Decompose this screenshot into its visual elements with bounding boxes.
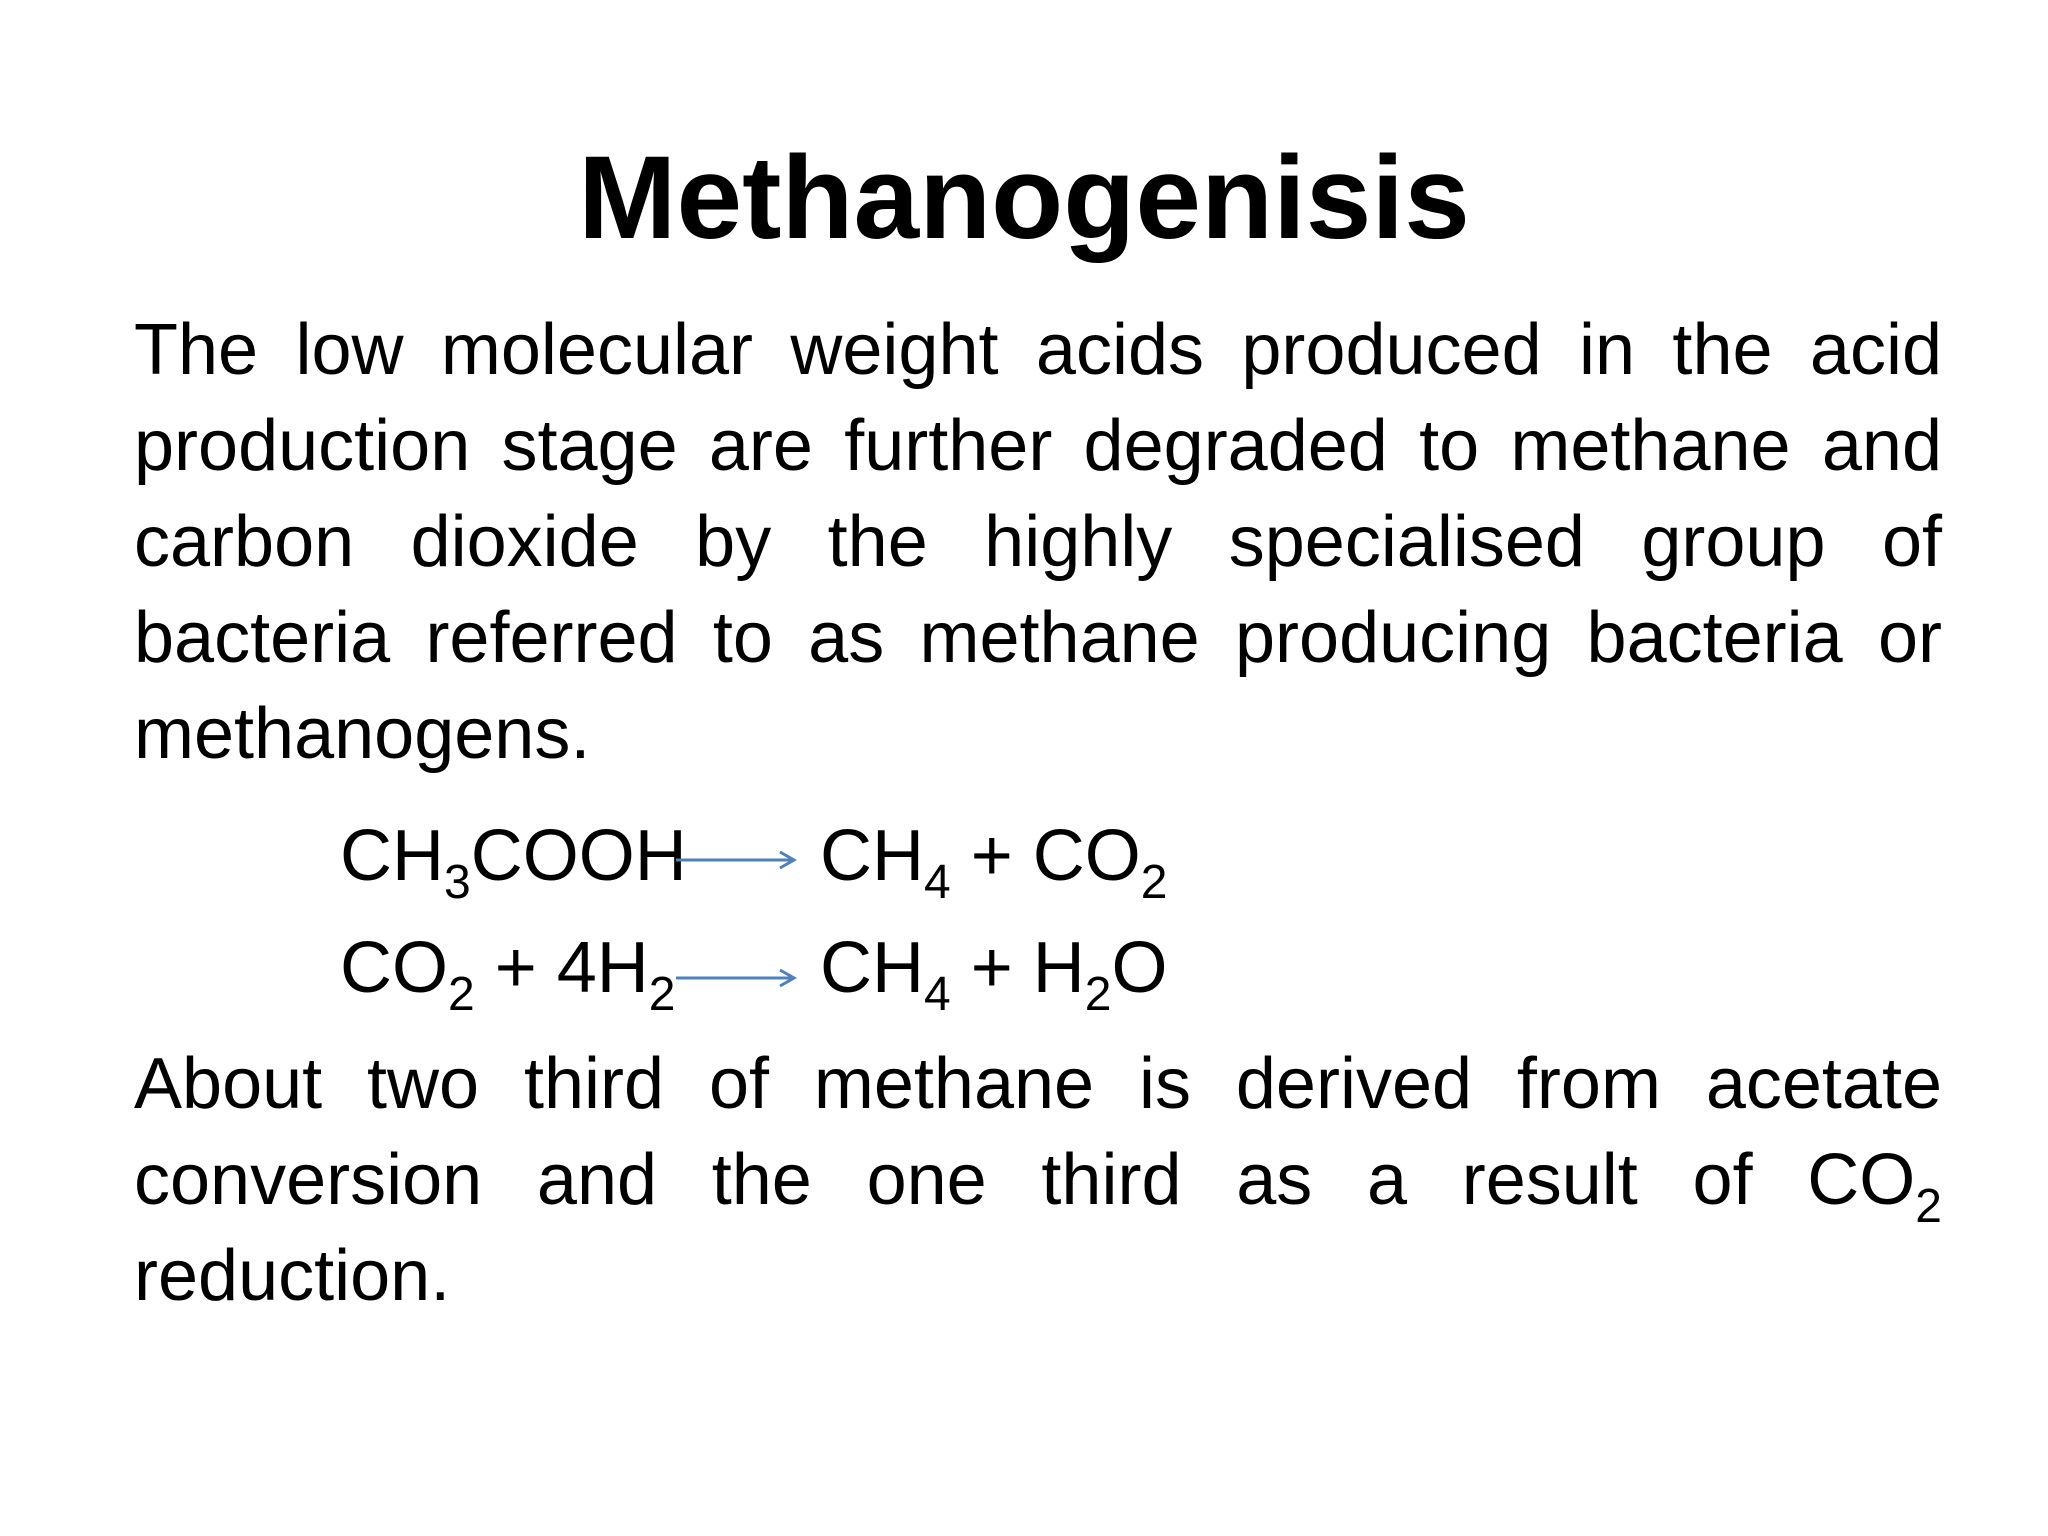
formula-text: CH <box>340 816 444 896</box>
equation-rhs <box>820 918 1168 1021</box>
formula-text: CO <box>340 928 448 1008</box>
paragraph-conclusion <box>134 1036 1942 1324</box>
formula-text: CH <box>820 928 924 1008</box>
formula-text: + 4H <box>474 928 649 1008</box>
reaction-arrow-icon <box>674 958 798 998</box>
paragraph-intro: The low molecular weight acids produced in the acid production stage are further degraded to methane and carbon dioxide by the highly specialised group of bacteria referred to as methane producing bacteria or methanogens. <box>134 310 1942 774</box>
equation-rhs <box>820 806 1168 909</box>
slide-title: Methanogenisis <box>578 132 1470 264</box>
reaction-arrow-icon <box>674 840 798 880</box>
equation-lhs <box>340 918 676 1021</box>
formula-text: CH <box>820 816 924 896</box>
formula-text: + H <box>950 928 1085 1008</box>
subscript: 2 <box>1915 1180 1942 1233</box>
formula-subscript: 2 <box>1084 968 1112 1021</box>
formula-subscript: 4 <box>924 968 951 1021</box>
formula-subscript: 3 <box>444 856 471 909</box>
formula-text: COOH <box>470 816 687 896</box>
paragraph-conclusion-text: About two third of methane is derived from acetate conversion and the one third as a result of CO <box>134 1044 1942 1220</box>
formula-text: O <box>1111 928 1168 1008</box>
paragraph-conclusion-end: reduction. <box>134 1236 451 1316</box>
formula-text: + CO <box>950 816 1141 896</box>
formula-subscript: 2 <box>648 968 676 1021</box>
formula-subscript: 4 <box>924 856 951 909</box>
formula-subscript: 2 <box>1140 856 1168 909</box>
formula-subscript: 2 <box>448 968 475 1021</box>
equation-lhs <box>340 806 687 909</box>
